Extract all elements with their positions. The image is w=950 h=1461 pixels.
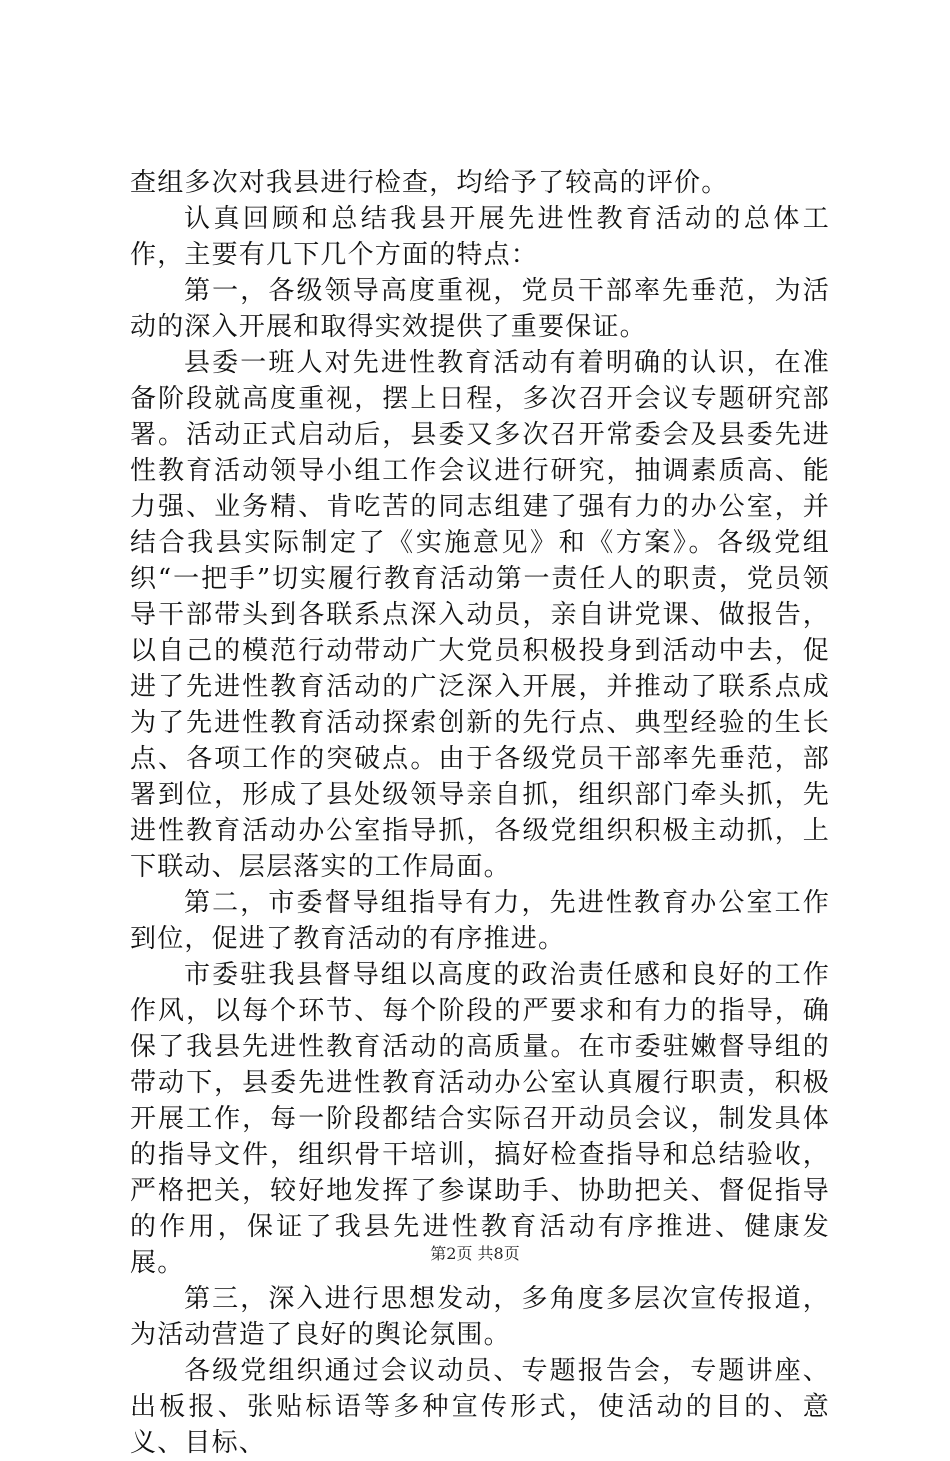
page-number-footer: 第2页 共8页 <box>430 1244 520 1263</box>
paragraph: 县委一班人对先进性教育活动有着明确的认识，在准备阶段就高度重视，摆上日程，多次召开会议专题研究部署。活动正式启动后，县委又多次召开常委会及县委先进性教育活动领导小组工作会议进行研究，抽调素质高、能力强、业务精、肯吃苦的同志组建了强有力的办公室，并结合我县实际制定了《实施意见》和《方案》。各级党组织“一把手”切实履行教育活动第一责任人的职责，党员领导干部带头到各联系点深入动员，亲自讲党课、做报告，以自己的模范行动带动广大党员积极投身到活动中去，促进了先进性教育活动的广泛深入开展，并推动了联系点成为了先进性教育活动探索创新的先行点、典型经验的生长点、各项工作的突破点。由于各级党员干部率先垂范，部署到位，形成了县处级领导亲自抓，组织部门牵头抓，先进性教育活动办公室指导抓，各级党组织积极主动抓，上下联动、层层落实的工作局面。 <box>130 348 830 882</box>
paragraph: 市委驻我县督导组以高度的政治责任感和良好的工作作风，以每个环节、每个阶段的严要求和有力的指导，确保了我县先进性教育活动的高质量。在市委驻嫩督导组的带动下，县委先进性教育活动办公室认真履行职责，积极开展工作，每一阶段都结合实际召开动员会议，制发具体的指导文件，组织骨干培训，搞好检查指导和总结验收，严格把关，较好地发挥了参谋助手、协助把关、督促指导的作用，保证了我县先进性教育活动有序推进、健康发展。 <box>130 960 830 1278</box>
paragraph: 查组多次对我县进行检查，均给予了较高的评价。 <box>130 168 729 198</box>
document-body <box>130 165 830 1461</box>
paragraph: 第三，深入进行思想发动，多角度多层次宣传报道，为活动营造了良好的舆论氛围。 <box>130 1284 830 1350</box>
paragraph: 第二，市委督导组指导有力，先进性教育办公室工作到位，促进了教育活动的有序推进。 <box>130 888 830 954</box>
paragraph: 各级党组织通过会议动员、专题报告会，专题讲座、出板报、张贴标语等多种宣传形式，使活动的目的、意义、目标、 <box>130 1356 830 1458</box>
paragraph: 认真回顾和总结我县开展先进性教育活动的总体工作，主要有几下几个方面的特点： <box>130 204 830 270</box>
paragraph: 第一，各级领导高度重视，党员干部率先垂范，为活动的深入开展和取得实效提供了重要保证。 <box>130 276 830 342</box>
